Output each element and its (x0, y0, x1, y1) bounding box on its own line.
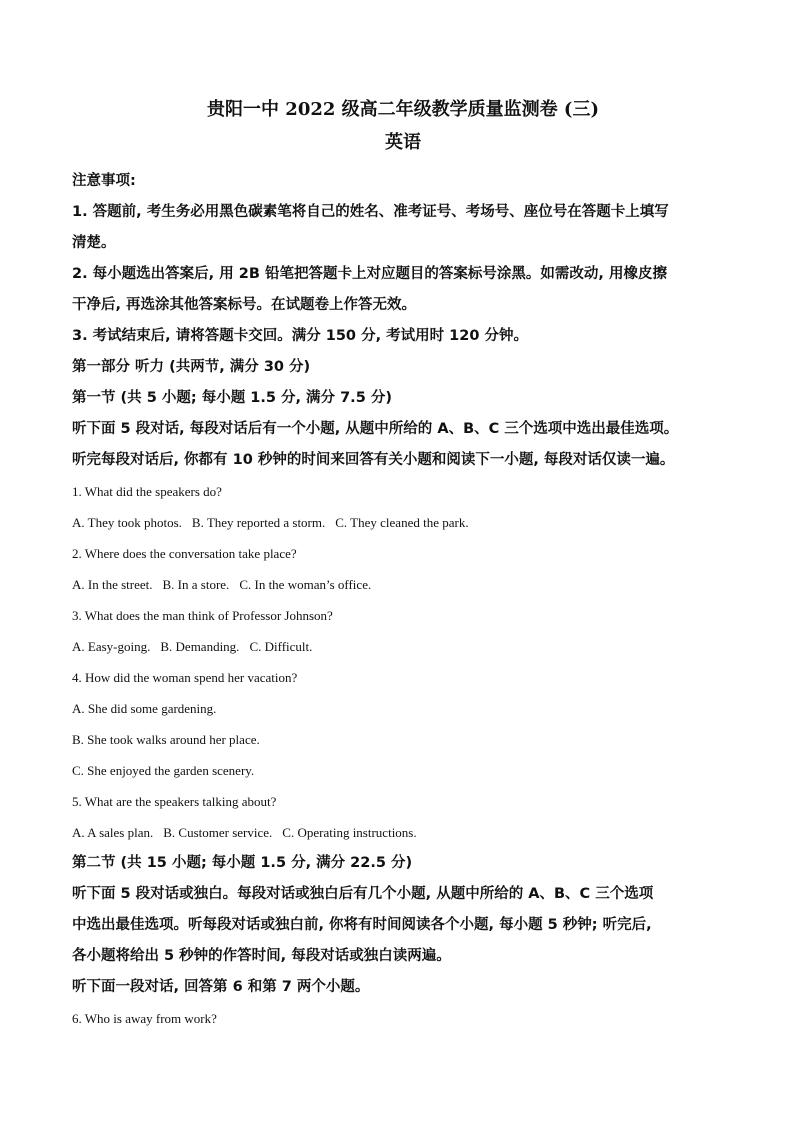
notice-item-3: 3. 考试结束后, 请将答题卡交回。满分 150 分, 考试用时 120 分钟。 (72, 328, 528, 344)
section2-instruction-line-2: 中选出最佳选项。听每段对话或独白前, 你将有时间阅读各个小题, 每小题 5 秒钟; 听完后, (72, 917, 652, 933)
question-1-options (72, 507, 734, 538)
question-5-option-c: C. Operating instructions. (282, 825, 417, 840)
section2-instruction-line-3: 各小题将给出 5 秒钟的作答时间, 每段对话或独白读两遍。 (72, 948, 451, 964)
dialogue-instruction: 听下面一段对话, 回答第 6 和第 7 两个小题。 (72, 979, 370, 995)
question-1-option-b: B. They reported a storm. (191, 515, 326, 530)
question-3-stem: 3. What does the man think of Professor Johnson? (72, 608, 333, 623)
question-4-option-b: B. She took walks around her place. (72, 732, 260, 747)
question-1-option-a: A. They took photos. (72, 515, 182, 530)
question-5-stem: 5. What are the speakers talking about? (72, 794, 277, 809)
section1-instruction-line-2: 听完每段对话后, 你都有 10 秒钟的时间来回答有关小题和阅读下一小题, 每段对话仅读一遍。 (72, 452, 675, 468)
notice-item-2-line-1: 2. 每小题选出答案后, 用 2B 铅笔把答题卡上对应题目的答案标号涂黑。如需改动, 用橡皮擦 (72, 266, 667, 282)
question-2-options (72, 569, 734, 600)
part1-heading: 第一部分 听力 (共两节, 满分 30 分) (72, 359, 311, 375)
section2-instruction-line-1: 听下面 5 段对话或独白。每段对话或独白后有几个小题, 从题中所给的 A、B、C 三个选项 (72, 886, 654, 902)
question-5-options (72, 817, 734, 848)
question-2-option-b: B. In a store. (162, 577, 230, 592)
exam-title: 贵阳一中 2022 级高二年级教学质量监测卷 (三) (207, 99, 599, 120)
notice-item-2-line-2: 干净后, 再选涂其他答案标号。在试题卷上作答无效。 (72, 297, 417, 313)
notice-item-1-line-2: 清楚。 (72, 235, 116, 251)
question-6-stem: 6. Who is away from work? (72, 1011, 217, 1026)
section2-heading: 第二节 (共 15 小题; 每小题 1.5 分, 满分 22.5 分) (72, 855, 413, 871)
question-5-option-a: A. A sales plan. (72, 825, 154, 840)
question-4-option-c: C. She enjoyed the garden scenery. (72, 763, 255, 778)
question-4-option-a: A. She did some gardening. (72, 701, 217, 716)
question-2-option-c: C. In the woman’s office. (239, 577, 372, 592)
question-1-option-c: C. They cleaned the park. (335, 515, 469, 530)
notice-item-1-line-1: 1. 答题前, 考生务必用黑色碳素笔将自己的姓名、准考证号、考场号、座位号在答题卡上填写 (72, 204, 669, 220)
exam-subject: 英语 (385, 132, 421, 153)
question-3-option-a: A. Easy-going. (72, 639, 151, 654)
question-2-stem: 2. Where does the conversation take place? (72, 546, 297, 561)
question-4-stem: 4. How did the woman spend her vacation? (72, 670, 298, 685)
notice-heading: 注意事项: (72, 173, 136, 189)
section1-heading: 第一节 (共 5 小题; 每小题 1.5 分, 满分 7.5 分) (72, 390, 392, 406)
question-2-option-a: A. In the street. (72, 577, 153, 592)
question-3-options (72, 631, 734, 662)
question-3-option-b: B. Demanding. (160, 639, 240, 654)
question-3-option-c: C. Difficult. (249, 639, 313, 654)
section1-instruction-line-1: 听下面 5 段对话, 每段对话后有一个小题, 从题中所给的 A、B、C 三个选项中选出最佳选项。 (72, 421, 679, 437)
question-5-option-b: B. Customer service. (163, 825, 273, 840)
question-1-stem: 1. What did the speakers do? (72, 484, 222, 499)
